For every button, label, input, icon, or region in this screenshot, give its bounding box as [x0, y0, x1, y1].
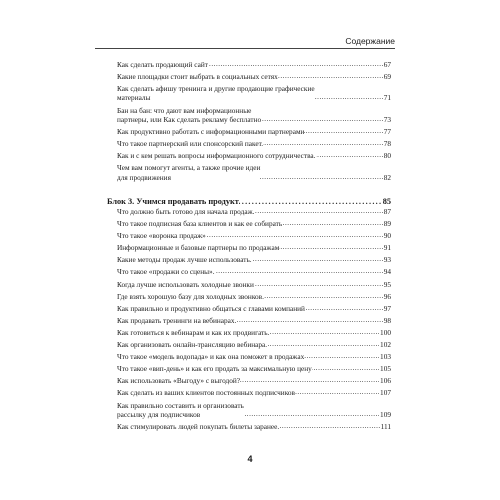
dot-leader [254, 207, 382, 216]
toc-entry-page-number: 67 [383, 60, 391, 69]
toc-entry-title-line: Чем вам помогут агенты, а также прочие идеи [117, 163, 261, 173]
toc-entry-title: Как продуктивно работать с информационными партнерами [117, 126, 305, 136]
toc-entry-title-line: для продвижения [117, 172, 171, 182]
dot-leader [236, 316, 382, 325]
dot-leader [252, 256, 383, 265]
toc-entry-page-number: 95 [383, 279, 391, 289]
toc-entry-page-number: 87 [383, 207, 391, 216]
toc-entry-title-line: рассылку для подписчиков [117, 409, 201, 419]
toc-entry[interactable] [117, 207, 391, 216]
toc-entry-title: Как организовать онлайн-трансляцию вебинара. [117, 340, 268, 350]
toc-entry[interactable] [117, 364, 391, 373]
toc-entry-title [117, 401, 244, 420]
toc-list-block-3 [117, 207, 391, 434]
toc-entry[interactable] [117, 304, 391, 313]
toc-entry[interactable] [117, 267, 391, 276]
dot-leader [208, 60, 383, 69]
toc-entry-title: Где взять хорошую базу для холодных звонков. [117, 291, 264, 301]
toc-entry-title: Что такое «продажи со сцены». [117, 267, 215, 277]
toc-entry-page-number: 69 [383, 72, 391, 82]
toc-entry-page-number: 94 [383, 267, 391, 277]
toc-entry-page-number: 111 [380, 421, 391, 431]
toc-entry-page-number: 78 [383, 139, 391, 149]
toc-entry[interactable] [117, 328, 391, 337]
dot-leader [279, 422, 379, 431]
toc-entry-page-number: 102 [380, 340, 391, 350]
toc-entry-page-number: 82 [383, 172, 391, 182]
dot-leader [244, 410, 379, 419]
toc-entry[interactable] [117, 316, 391, 325]
dot-leader [260, 173, 382, 182]
toc-entry-page-number: 93 [383, 255, 391, 265]
toc-entry-title-line: материалы [117, 93, 151, 103]
toc-entry-title: Какие методы продаж лучше использовать. [117, 255, 252, 265]
toc-entry-title: Что такое «модель водопада» и как она поможет в продажах [117, 352, 305, 362]
toc-entry-title: Как стимулировать людей покупать билеты заранее. [117, 421, 280, 431]
toc-entry-page-number: 109 [380, 409, 391, 419]
dot-leader [295, 389, 379, 398]
toc-entry-title: Какие площадки стоит выбрать в социальных сетях [117, 72, 278, 82]
toc-entry-title: Информационные и базовые партнеры по продажам [117, 243, 280, 253]
toc-entry[interactable] [117, 163, 391, 182]
toc-entry-page-number: 90 [383, 231, 391, 241]
dot-leader [263, 139, 383, 148]
dot-leader [278, 72, 383, 81]
dot-leader [215, 268, 383, 277]
toc-entry-page-number: 77 [383, 126, 391, 136]
toc-entry-title: Как продавать тренинги на вебинарах. [117, 315, 237, 325]
toc-entry[interactable] [117, 422, 391, 431]
toc-entry-page-number: 97 [383, 303, 391, 313]
toc-entry[interactable] [117, 401, 391, 420]
section-title: Блок 3. Учимся продавать продукт [107, 197, 239, 206]
toc-entry-title-line: Как сделать афишу тренинга и другие продающие графические [117, 84, 315, 94]
toc-entry-title: Что такое «воронка продаж» [117, 231, 206, 241]
dot-leader [239, 196, 381, 206]
dot-leader [240, 377, 379, 386]
toc-entry-page-number: 71 [383, 93, 391, 103]
dot-leader [305, 304, 383, 313]
toc-entry-title-line: Как правильно составить и организовать [117, 400, 244, 410]
toc-entry-page-number: 80 [383, 151, 391, 161]
dot-leader [269, 328, 379, 337]
toc-entry[interactable] [117, 151, 391, 160]
toc-entry-title [117, 84, 315, 103]
dot-leader [304, 352, 379, 361]
toc-entry[interactable] [117, 280, 391, 289]
toc-entry-title: Что должно быть готово для начала продаж. [117, 207, 255, 216]
toc-entry[interactable] [117, 84, 391, 103]
toc-entry-title: Как сделать продающий сайт [117, 60, 208, 69]
toc-entry[interactable] [117, 340, 391, 349]
toc-entry-page-number: 96 [383, 291, 391, 301]
dot-leader [316, 151, 383, 160]
dot-leader [267, 340, 379, 349]
toc-entry[interactable] [117, 72, 391, 81]
toc-entry-page-number: 106 [380, 376, 391, 386]
running-header [95, 36, 395, 49]
toc-entry[interactable] [117, 106, 391, 125]
dot-leader [254, 280, 383, 289]
toc-entry-title: Как готовиться к вебинарам и как их продвигать. [117, 327, 270, 337]
toc-entry-title: Что такое партнерский или спонсорский пакет. [117, 139, 264, 149]
toc-entry-page-number: 91 [383, 243, 391, 253]
toc-entry[interactable] [117, 243, 391, 252]
toc-entry-title: Когда лучше использовать холодные звонки [117, 279, 254, 289]
toc-entry[interactable] [117, 376, 391, 385]
dot-leader [315, 94, 383, 103]
toc-entry-title-line: Бан на бан: что дают вам информационные [117, 105, 252, 115]
toc-entry[interactable] [117, 352, 391, 361]
dot-leader [312, 365, 379, 374]
toc-entry-page-number: 107 [380, 388, 391, 398]
toc-entry-title: Как сделать из ваших клиентов постоянных подписчиков [117, 388, 295, 398]
dot-leader [279, 244, 382, 253]
toc-entry-page-number: 100 [380, 327, 391, 337]
toc-section-heading[interactable] [107, 196, 391, 206]
toc-entry-title [117, 163, 260, 182]
toc-entry[interactable] [117, 139, 391, 148]
dot-leader [264, 292, 383, 301]
toc-entry-title-line: партнеры, или Как сделать рекламу бесплатно [117, 114, 262, 124]
toc-entry-title: Что такое «вип-день» и как его продать за максимальную цену [117, 364, 312, 374]
toc-entry-title: Как использовать «Выгоду» с выгодой? [117, 376, 241, 386]
page-number: 4 [247, 454, 253, 464]
dot-leader [261, 115, 383, 124]
running-header-title: Содержание [345, 36, 395, 46]
toc-entry[interactable] [117, 388, 391, 397]
toc-entry-page-number: 105 [380, 364, 391, 374]
toc-entry[interactable] [117, 219, 391, 228]
toc-entry[interactable] [117, 231, 391, 240]
toc-entry-title: Что такое подписная база клиентов и как ее собирать [117, 219, 283, 229]
toc-entry[interactable] [117, 255, 391, 264]
toc-entry-page-number: 98 [383, 315, 391, 325]
toc-entry-title: Как правильно и продуктивно общаться с главами компаний [117, 303, 305, 313]
toc-entry-page-number: 73 [383, 114, 391, 124]
toc-entry[interactable] [117, 292, 391, 301]
section-page-number: 85 [382, 197, 391, 206]
dot-leader [282, 219, 383, 228]
toc-entry[interactable] [117, 60, 391, 69]
toc-list-block-2 [117, 60, 391, 185]
toc-entry-page-number: 89 [383, 219, 391, 229]
dot-leader [304, 127, 382, 136]
dot-leader [206, 231, 383, 240]
toc-entry-title [117, 106, 261, 125]
toc-entry[interactable] [117, 127, 391, 136]
toc-entry-page-number: 103 [380, 352, 391, 362]
toc-entry-title: Как и с кем решать вопросы информационного сотрудничества. [117, 151, 316, 161]
